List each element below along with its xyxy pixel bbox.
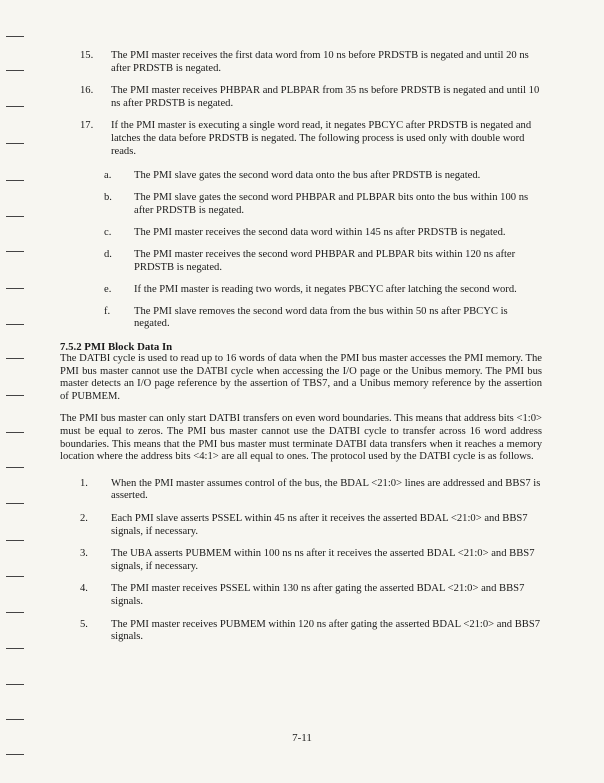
lettered-sublist <box>60 170 542 331</box>
list-item <box>60 306 542 331</box>
list-item <box>60 548 542 573</box>
item-text: The PMI master receives PSSEL within 130 ns after gating the asserted BDAL <21:0> and BBS7 signals. <box>111 583 525 607</box>
item-text: The PMI slave removes the second word data from the bus within 50 ns after PBCYC is negated. <box>134 305 508 330</box>
item-letter: c. <box>104 226 112 238</box>
binder-mark <box>6 288 24 289</box>
item-text: The PMI master receives the second word PHBPAR and PLBPAR bits within 120 ns after PRDSTB is negated. <box>134 249 516 273</box>
item-text: If the PMI master is reading two words, it negates PBCYC after latching the second word. <box>134 283 517 295</box>
item-text: The PMI master receives PUBMEM within 120 ns after gating the asserted BDAL <21:0> and BBS7 signals. <box>111 618 541 643</box>
item-number: 4. <box>80 583 88 595</box>
item-number: 3. <box>80 548 88 560</box>
list-item <box>60 120 542 158</box>
item-letter: b. <box>104 192 112 204</box>
item-text: If the PMI master is executing a single word read, it negates PBCYC after PRDSTB is negated and latches the data before PRDSTB is negated. The following process is used only with double word reads. <box>111 120 532 157</box>
binder-mark <box>6 576 24 577</box>
binder-mark <box>6 432 24 433</box>
item-number: 17. <box>80 120 94 132</box>
numbered-list-top <box>60 50 542 158</box>
item-text: The PMI master receives PHBPAR and PLBPAR from 35 ns before PRDSTB is negated and until 10 ns after PRDSTB is negated. <box>111 85 540 109</box>
item-number: 15. <box>80 50 94 61</box>
page-number: 7-11 <box>292 732 312 744</box>
item-letter: d. <box>104 249 112 261</box>
binder-mark <box>6 540 24 541</box>
binder-mark <box>6 684 24 685</box>
document-body <box>60 50 542 654</box>
item-text: The PMI slave gates the second word PHBPAR and PLBPAR bits onto the bus within 100 ns after PRDSTB is negated. <box>134 192 529 216</box>
binder-mark <box>6 467 24 468</box>
list-item <box>60 284 542 297</box>
list-item <box>60 249 542 274</box>
list-item <box>60 50 542 75</box>
binder-mark <box>6 36 24 37</box>
item-letter: e. <box>104 283 112 295</box>
list-item <box>60 478 542 503</box>
item-text: When the PMI master assumes control of the bus, the BDAL <21:0> lines are addressed and BBS7 is asserted. <box>111 477 541 502</box>
section-heading: 7.5.2 PMI Block Data In <box>60 340 173 353</box>
binder-mark <box>6 143 24 144</box>
item-number: 16. <box>80 85 94 97</box>
list-item <box>60 619 542 644</box>
binder-mark <box>6 754 24 755</box>
list-item <box>60 513 542 538</box>
binder-mark <box>6 70 24 71</box>
item-text: The PMI master receives the second data word within 145 ns after PRDSTB is negated. <box>134 226 506 238</box>
binder-mark <box>6 719 24 720</box>
item-text: The UBA asserts PUBMEM within 100 ns ns after it receives the asserted BDAL <21:0> and BBS7 signals, if necessary. <box>111 548 535 572</box>
binder-mark <box>6 395 24 396</box>
item-text: Each PMI slave asserts PSSEL within 45 ns after it receives the asserted BDAL <21:0> and BBS7 signals, if necessary. <box>111 513 528 537</box>
list-item <box>60 192 542 217</box>
binder-mark <box>6 180 24 181</box>
item-letter: f. <box>104 305 111 317</box>
item-text: The PMI slave gates the second word data onto the bus after PRDSTB is negated. <box>134 170 481 182</box>
list-item <box>60 170 542 183</box>
item-number: 1. <box>80 477 88 489</box>
item-text: The PMI master receives the first data word from 10 ns before PRDSTB is negated and until 20 ns after PRDSTB is negated. <box>111 50 529 74</box>
item-letter: a. <box>104 170 112 182</box>
binder-mark <box>6 216 24 217</box>
numbered-list-bottom <box>60 478 542 644</box>
binder-mark <box>6 648 24 649</box>
item-number: 5. <box>80 618 88 630</box>
binder-mark <box>6 251 24 252</box>
binder-mark <box>6 324 24 325</box>
list-item <box>60 583 542 608</box>
list-item <box>60 227 542 240</box>
binder-mark <box>6 612 24 613</box>
binder-mark <box>6 503 24 504</box>
paragraph: The DATBI cycle is used to read up to 16 words of data when the PMI bus master accesses the PMI memory. The PMI bus master cannot use the DATBI cycle when accessing the I/O page or the Unibus memory. The PMI bus master detects an I/O page reference by the assertion of TBS7, and a Unibus memory reference by the assertion of PUBMEM. <box>60 353 542 402</box>
binder-mark <box>6 358 24 359</box>
list-item <box>60 85 542 110</box>
paragraph: The PMI bus master can only start DATBI transfers on even word boundaries. This means that address bits <1:0> must be equal to zeros. The PMI bus master cannot use the DATBI cycle to transfer across 16 word address boundaries. This means that the PMI bus master must terminate DATBI data transfers when it reaches a memory location where the address bits <4:1> are all equal to ones. The protocol used by the DATBI cycle is as follows. <box>60 413 542 463</box>
item-number: 2. <box>80 513 88 525</box>
binder-mark <box>6 106 24 107</box>
